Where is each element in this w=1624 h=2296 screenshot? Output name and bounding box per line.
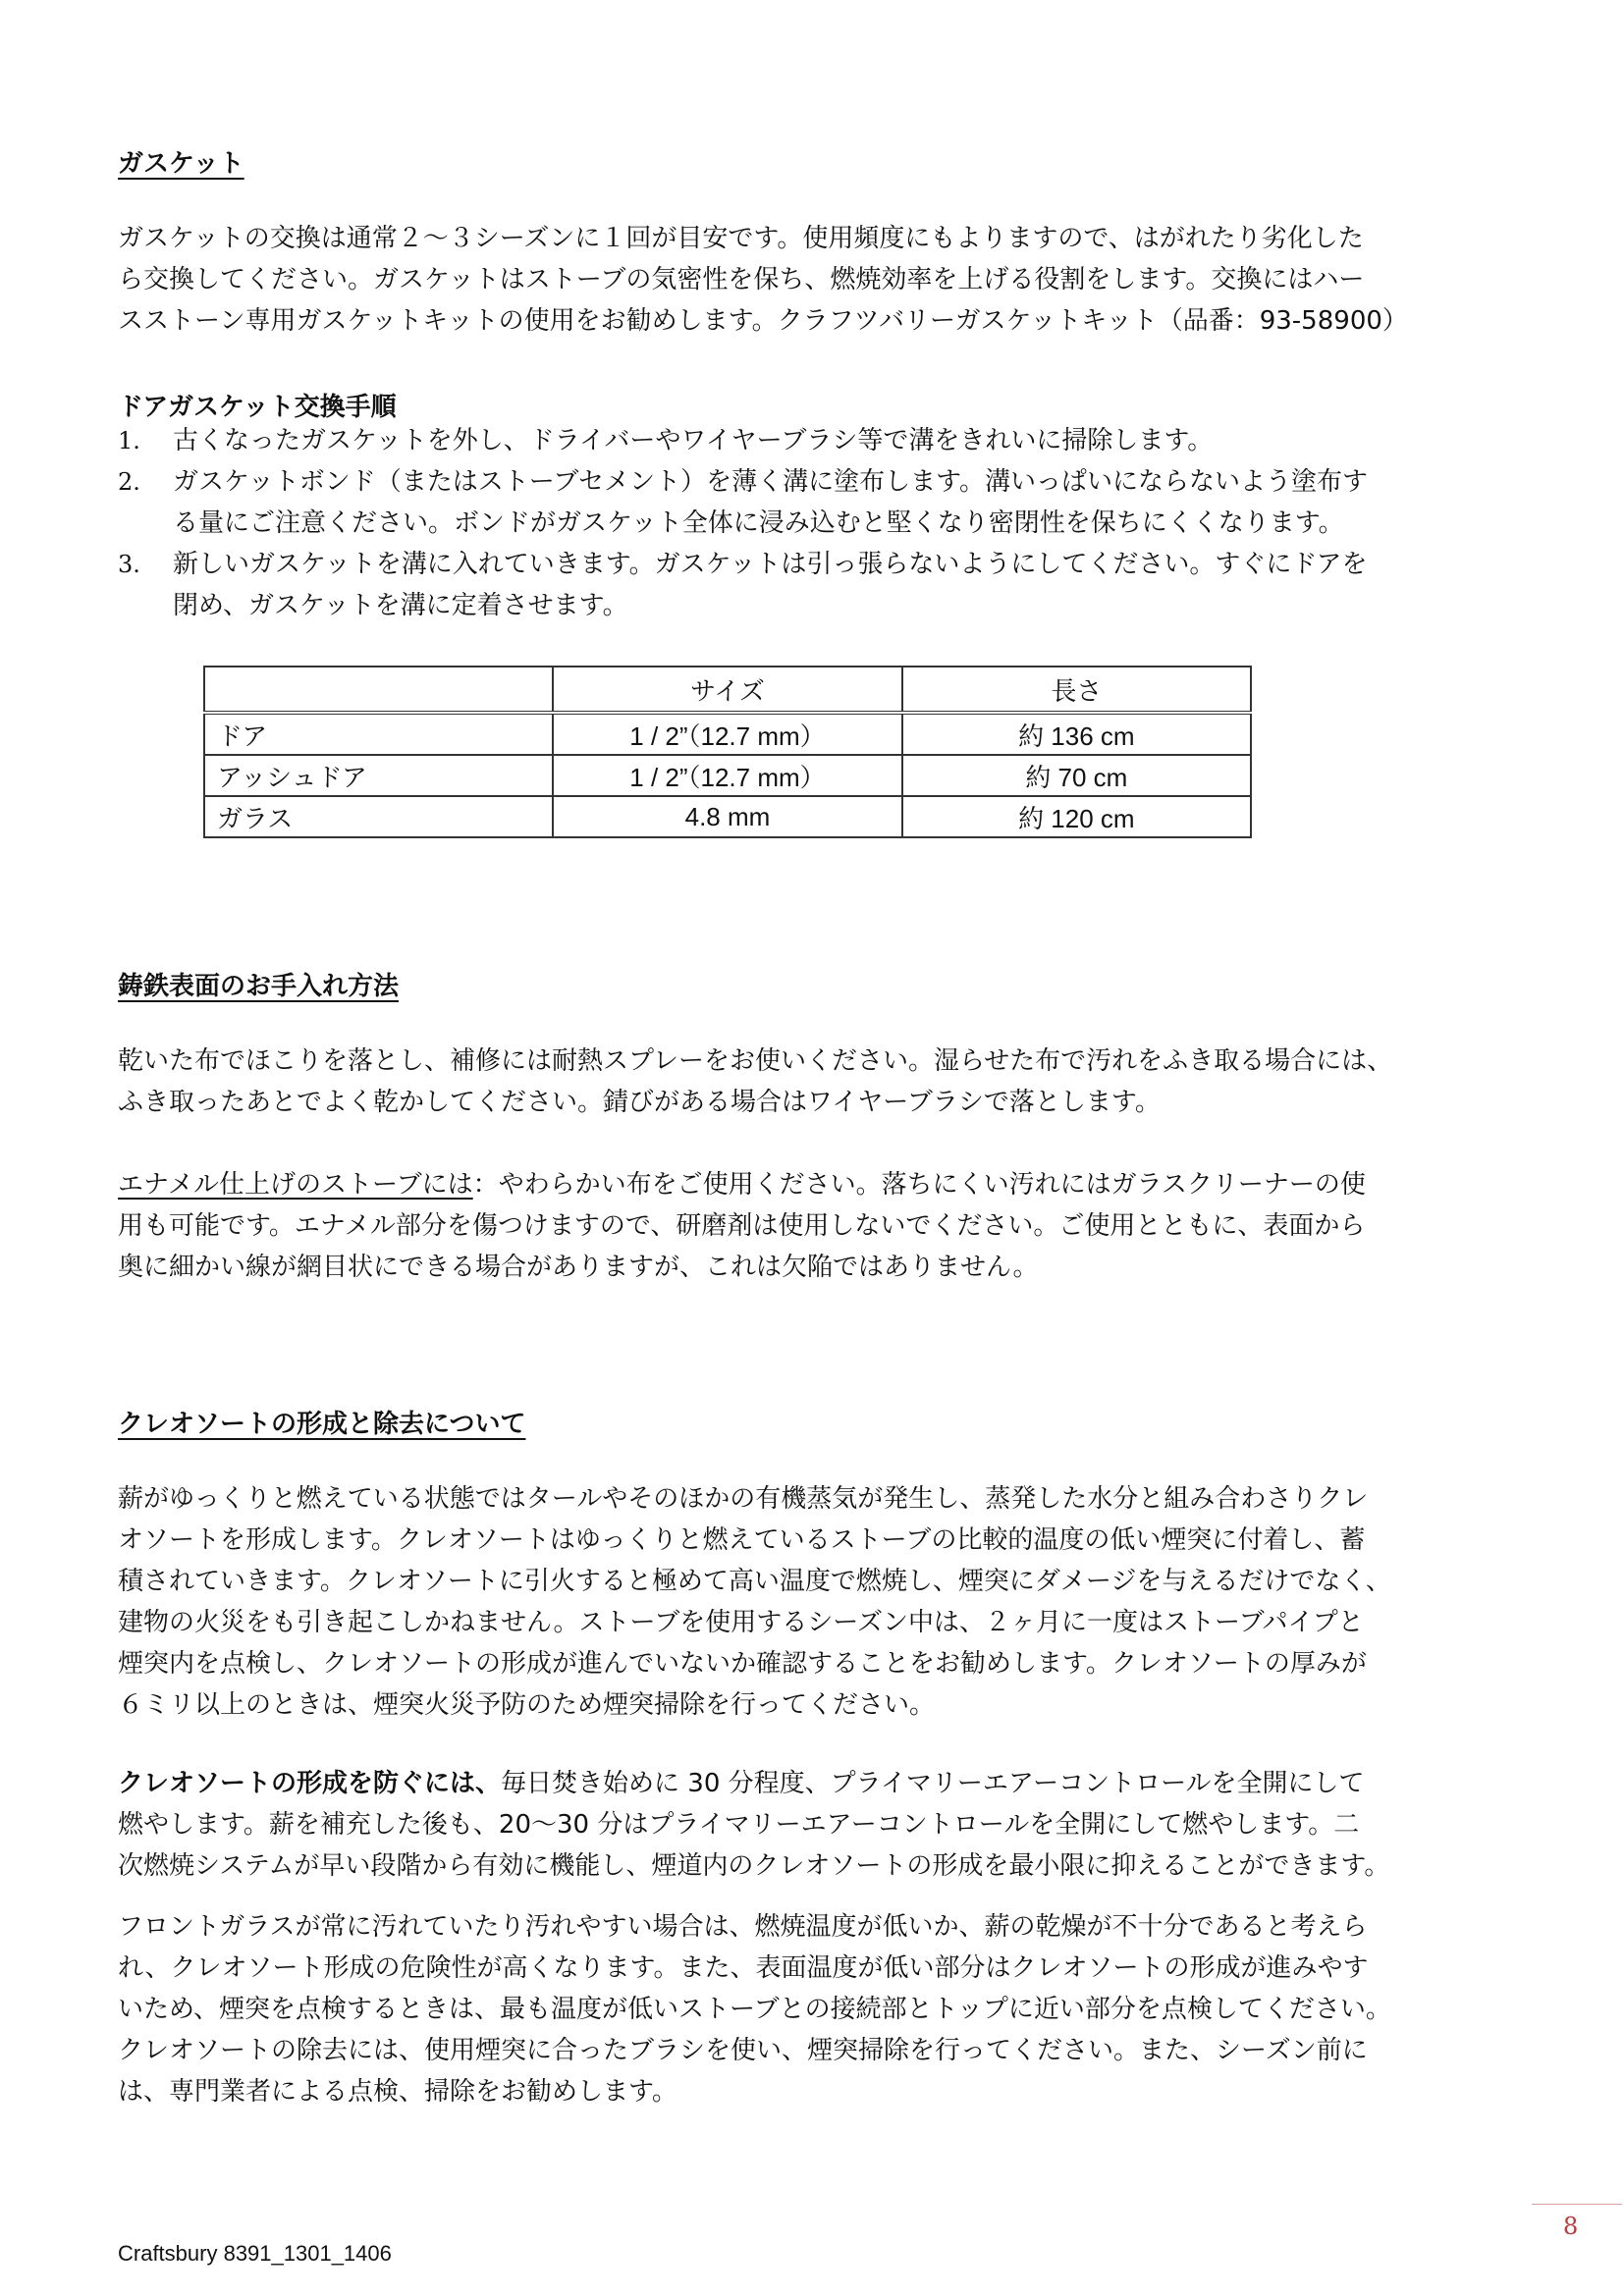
gasket-size-table	[203, 666, 1252, 838]
creosote-heading: クレオソートの形成と除去について	[118, 1410, 526, 1439]
text-line: ふき取ったあとでよく乾かしてください。錆びがある場合はワイヤーブラシで落とします。	[118, 1088, 1161, 1117]
table-cell: 約 70 cm	[902, 755, 1251, 796]
table-header-row	[204, 667, 1251, 713]
procedure-step	[118, 544, 1522, 626]
enamel-paragraph	[118, 1164, 1522, 1288]
procedure-step	[118, 420, 1522, 461]
text-line	[118, 1763, 1522, 1804]
text-line: いため、煙突を点検するときは、最も温度が低いストーブとの接続部とトップに近い部分を点検してください。	[118, 1995, 1391, 2024]
page-number-rule	[1532, 2204, 1622, 2205]
step-text: る量にご注意ください。ボンドがガスケット全体に浸み込むと堅くなり密閉性を保ちにくくなります。	[173, 508, 1344, 538]
step-number: 2.	[118, 468, 140, 496]
text-line: スストーン専用ガスケットキットの使用をお勧めします。クラフツバリーガスケットキット（品番：93-58900）	[118, 306, 1408, 336]
table-cell: 約 120 cm	[902, 796, 1251, 837]
text-line	[118, 1164, 1522, 1205]
table-cell: アッシュドア	[204, 755, 553, 796]
creosote-inspection-paragraph	[118, 1906, 1522, 2112]
text-line: ら交換してください。ガスケットはストーブの気密性を保ち、燃焼効率を上げる役割をします。交換にはハー	[118, 265, 1365, 294]
page-number: 8	[1563, 2213, 1579, 2240]
document-id-footer: Craftsbury 8391_1301_1406	[118, 2241, 392, 2266]
step-number: 1.	[118, 427, 140, 454]
cast-iron-heading: 鋳鉄表面のお手入れ方法	[118, 972, 400, 1001]
table-cell: 約 136 cm	[902, 713, 1251, 755]
creosote-prevention-paragraph	[118, 1763, 1522, 1887]
table-cell: 1 / 2”（12.7 mm）	[553, 755, 901, 796]
table-cell: 1 / 2”（12.7 mm）	[553, 713, 901, 755]
cast-iron-paragraph	[118, 1041, 1522, 1123]
table-cell: ガラス	[204, 796, 553, 837]
step-text: 新しいガスケットを溝に入れていきます。ガスケットは引っ張らないようにしてください。すぐにドアを	[173, 550, 1368, 579]
text-line: フロントガラスが常に汚れていたり汚れやすい場合は、燃焼温度が低いか、薪の乾燥が不十分であると考えら	[118, 1912, 1368, 1942]
gasket-intro-paragraph	[118, 218, 1522, 342]
text-line: ガスケットの交換は通常２～３シーズンに１回が目安です。使用頻度にもよりますので、はがれたり劣化した	[118, 224, 1364, 253]
text-segment: 毎日焚き始めに 30 分程度、プライマリーエアーコントロールを全開にして	[501, 1769, 1365, 1798]
creosote-paragraph	[118, 1478, 1522, 1726]
text-line: 薪がゆっくりと燃えている状態ではタールやそのほかの有機蒸気が発生し、蒸発した水分と組み合わさりクレ	[118, 1484, 1369, 1514]
text-line: れ、クレオソート形成の危険性が高くなります。また、表面温度が低い部分はクレオソートの形成が進みやす	[118, 1953, 1369, 1983]
step-text: 閉め、ガスケットを溝に定着させます。	[173, 591, 628, 620]
prevention-label: クレオソートの形成を防ぐには、	[118, 1769, 502, 1798]
table-cell: 4.8 mm	[553, 796, 901, 837]
table-header-cell: サイズ	[553, 667, 901, 713]
procedure-steps	[118, 420, 1522, 626]
step-text: ガスケットボンド（またはストーブセメント）を薄く溝に塗布します。溝いっぱいにならないよう塗布す	[173, 467, 1369, 497]
text-line: ６ミリ以上のときは、煙突火災予防のため煙突掃除を行ってください。	[118, 1690, 936, 1720]
text-line: 煙突内を点検し、クレオソートの形成が進んでいないか確認することをお勧めします。クレオソートの厚みが	[118, 1649, 1367, 1679]
step-number: 3.	[118, 551, 140, 578]
table-cell: ドア	[204, 713, 553, 755]
table-row	[204, 796, 1251, 837]
text-line: 用も可能です。エナメル部分を傷つけますので、研磨剤は使用しないでください。ご使用とともに、表面から	[118, 1211, 1366, 1241]
gasket-heading: ガスケット	[118, 149, 244, 179]
text-line: オソートを形成します。クレオソートはゆっくりと燃えているストーブの比較的温度の低い煙突に付着し、蓄	[118, 1525, 1366, 1555]
text-line: 次燃焼システムが早い段階から有効に機能し、煙道内のクレオソートの形成を最小限に抑えることができます。	[118, 1851, 1390, 1881]
text-line: クレオソートの除去には、使用煙突に合ったブラシを使い、煙突掃除を行ってください。また、シーズン前に	[118, 2036, 1368, 2065]
text-line: 奥に細かい線が網目状にできる場合がありますが、これは欠陥ではありません。	[118, 1253, 1039, 1282]
enamel-label: エナメル仕上げのストーブには	[118, 1170, 473, 1200]
procedure-title: ドアガスケット交換手順	[118, 393, 397, 422]
procedure-step	[118, 461, 1522, 544]
table-row	[204, 755, 1251, 796]
table-row	[204, 713, 1251, 755]
text-segment: ：やわらかい布をご使用ください。落ちにくい汚れにはガラスクリーナーの使	[472, 1170, 1366, 1200]
text-line: は、専門業者による点検、掃除をお勧めします。	[118, 2077, 677, 2107]
table-header-cell	[204, 667, 553, 713]
text-line: 燃やします。薪を補充した後も、20～30 分はプライマリーエアーコントロールを全開にして燃やします。二	[118, 1810, 1360, 1840]
text-line: 建物の火災をも引き起こしかねません。ストーブを使用するシーズン中は、２ヶ月に一度はストーブパイプと	[118, 1608, 1364, 1637]
table-header-cell: 長さ	[902, 667, 1251, 713]
text-line: 乾いた布でほこりを落とし、補修には耐熱スプレーをお使いください。湿らせた布で汚れをふき取る場合には、	[118, 1046, 1393, 1076]
text-line: 積されていきます。クレオソートに引火すると極めて高い温度で燃焼し、煙突にダメージを与えるだけでなく、	[118, 1567, 1391, 1596]
step-text: 古くなったガスケットを外し、ドライバーやワイヤーブラシ等で溝をきれいに掃除します。	[173, 426, 1214, 455]
